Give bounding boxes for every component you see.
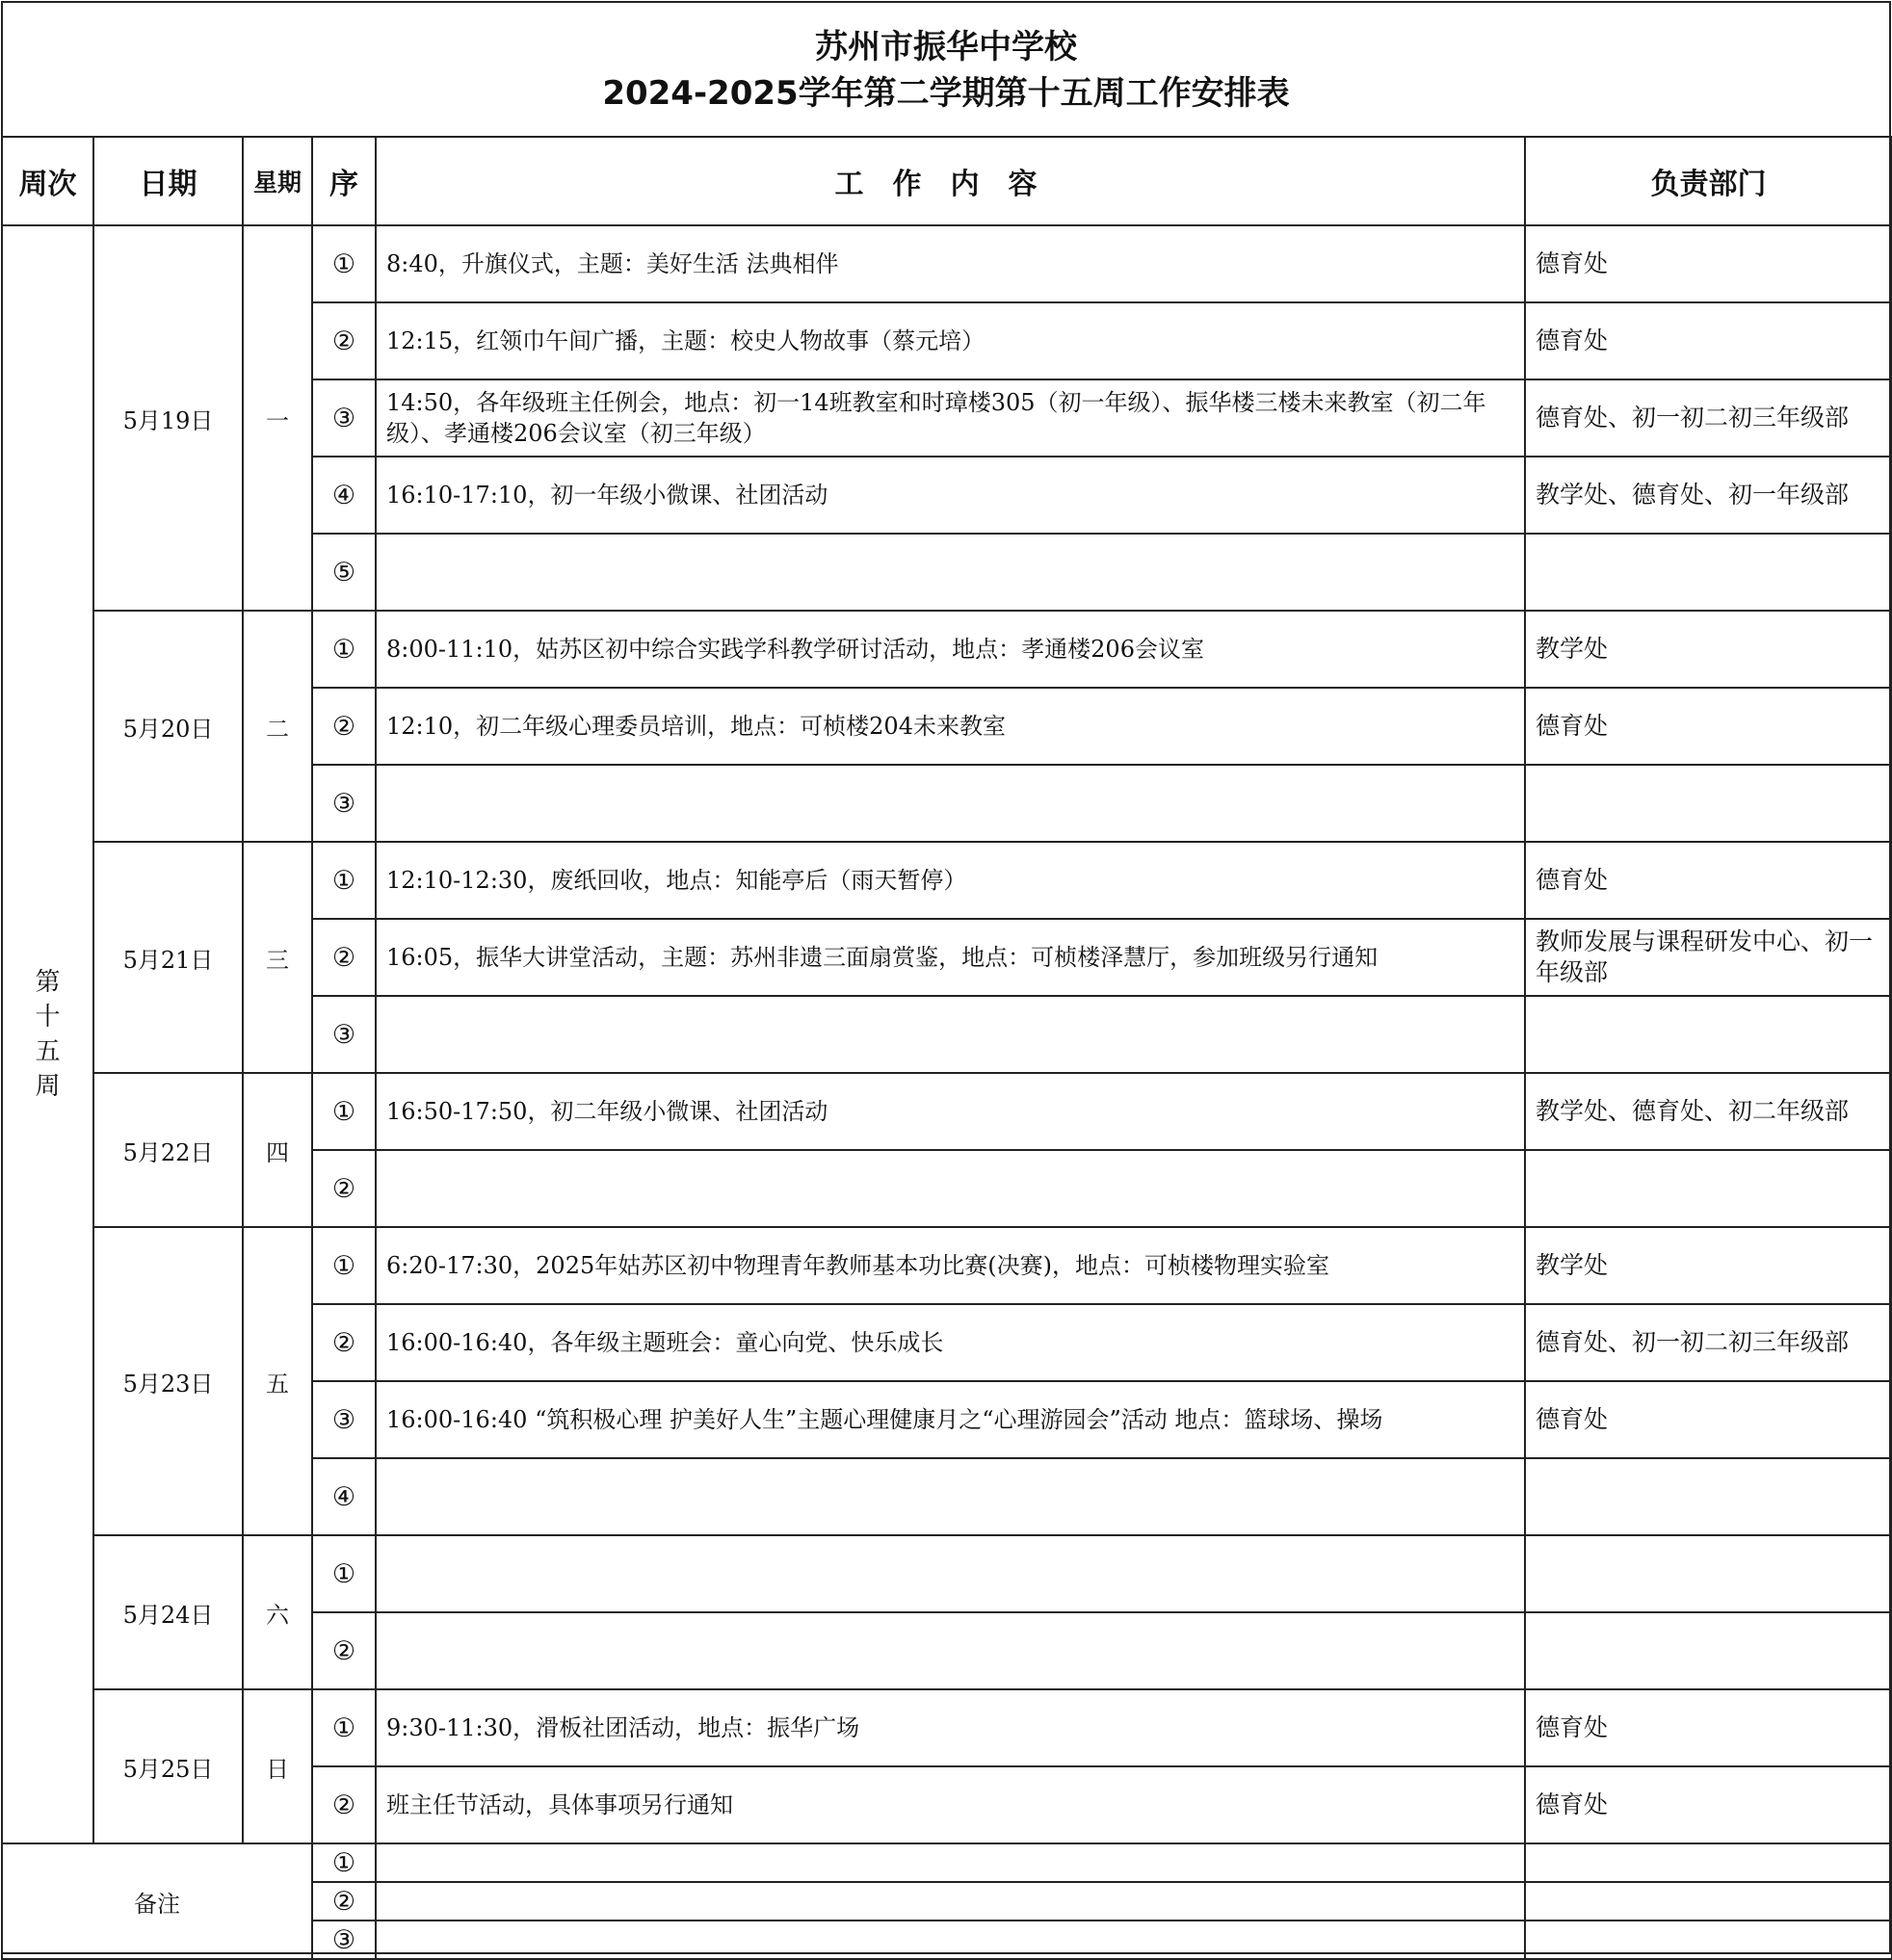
week-label: 第十五周: [35, 968, 61, 1101]
table-row: [2, 842, 1892, 919]
department-cell: 德育处: [1525, 842, 1892, 919]
table-row: [2, 225, 1892, 302]
seq-cell: ④: [312, 1458, 376, 1535]
header-week: 周次: [2, 137, 93, 225]
department-cell: [1525, 1612, 1892, 1689]
department-cell: 教学处、德育处、初一年级部: [1525, 457, 1892, 534]
content-cell: 12:10，初二年级心理委员培训，地点：可桢楼204未来教室: [376, 688, 1525, 765]
department-cell: [1525, 996, 1892, 1073]
table-row: [2, 1227, 1892, 1304]
header-department: 负责部门: [1525, 137, 1892, 225]
seq-cell: ②: [312, 919, 376, 996]
department-cell: 教学处、德育处、初二年级部: [1525, 1073, 1892, 1150]
schedule-body: [2, 225, 1892, 1959]
department-cell: 德育处、初一初二初三年级部: [1525, 1304, 1892, 1381]
weekday-cell: 三: [243, 842, 312, 1073]
seq-cell: ②: [312, 688, 376, 765]
date-cell: 5月21日: [93, 842, 243, 1073]
content-cell: 16:10-17:10，初一年级小微课、社团活动: [376, 457, 1525, 534]
department-cell: 德育处: [1525, 302, 1892, 379]
schedule-title: 2024-2025学年第二学期第十五周工作安排表: [602, 74, 1290, 113]
header-content: 工作内容: [376, 137, 1525, 225]
content-cell: 8:00-11:10，姑苏区初中综合实践学科教学研讨活动，地点：孝通楼206会议室: [376, 611, 1525, 688]
notes-content-cell: [376, 1843, 1525, 1882]
seq-cell: ②: [312, 302, 376, 379]
weekday-cell: 二: [243, 611, 312, 842]
weekday-cell: 日: [243, 1689, 312, 1843]
seq-cell: ①: [312, 1227, 376, 1304]
weekday-cell: 一: [243, 225, 312, 611]
schedule-table: [1, 136, 1892, 1960]
department-cell: 德育处: [1525, 225, 1892, 302]
department-cell: 德育处: [1525, 688, 1892, 765]
notes-department-cell: [1525, 1921, 1892, 1959]
content-cell: 16:00-16:40 “筑积极心理 护美好人生”主题心理健康月之“心理游园会”活动 地点：篮球场、操场: [376, 1381, 1525, 1458]
seq-cell: ①: [312, 1073, 376, 1150]
seq-cell: ②: [312, 1766, 376, 1843]
date-cell: 5月19日: [93, 225, 243, 611]
notes-seq-cell: ③: [312, 1921, 376, 1959]
content-cell: 9:30-11:30，滑板社团活动，地点：振华广场: [376, 1689, 1525, 1766]
department-cell: [1525, 1535, 1892, 1612]
content-cell: [376, 1150, 1525, 1227]
table-row: [2, 1073, 1892, 1150]
department-cell: 德育处: [1525, 1689, 1892, 1766]
content-cell: 12:15，红领巾午间广播，主题：校史人物故事（蔡元培）: [376, 302, 1525, 379]
seq-cell: ③: [312, 996, 376, 1073]
content-cell: [376, 534, 1525, 611]
title-block: [3, 3, 1889, 136]
seq-cell: ①: [312, 1535, 376, 1612]
content-cell: [376, 1612, 1525, 1689]
content-cell: [376, 1535, 1525, 1612]
content-cell: [376, 996, 1525, 1073]
content-cell: 16:05，振华大讲堂活动，主题：苏州非遗三面扇赏鉴，地点：可桢楼泽慧厅，参加班级另行通知: [376, 919, 1525, 996]
date-cell: 5月20日: [93, 611, 243, 842]
content-cell: 12:10-12:30，废纸回收，地点：知能亭后（雨天暂停）: [376, 842, 1525, 919]
notes-department-cell: [1525, 1843, 1892, 1882]
date-cell: 5月25日: [93, 1689, 243, 1843]
seq-cell: ③: [312, 765, 376, 842]
seq-cell: ②: [312, 1612, 376, 1689]
notes-seq-cell: ①: [312, 1843, 376, 1882]
weekday-cell: 四: [243, 1073, 312, 1227]
notes-content-cell: [376, 1921, 1525, 1959]
notes-row: [2, 1843, 1892, 1882]
seq-cell: ③: [312, 1381, 376, 1458]
department-cell: 教学处: [1525, 611, 1892, 688]
department-cell: [1525, 534, 1892, 611]
table-row: [2, 1535, 1892, 1612]
content-cell: [376, 765, 1525, 842]
header-weekday: 星期: [243, 137, 312, 225]
notes-content-cell: [376, 1882, 1525, 1921]
notes-label: 备注: [2, 1843, 312, 1959]
seq-cell: ⑤: [312, 534, 376, 611]
header-date: 日期: [93, 137, 243, 225]
department-cell: [1525, 1150, 1892, 1227]
week-cell: [2, 225, 93, 1843]
header-seq: 序: [312, 137, 376, 225]
seq-cell: ①: [312, 842, 376, 919]
seq-cell: ④: [312, 457, 376, 534]
notes-department-cell: [1525, 1882, 1892, 1921]
school-name: 苏州市振华中学校: [815, 28, 1077, 66]
seq-cell: ③: [312, 379, 376, 457]
weekday-cell: 五: [243, 1227, 312, 1535]
department-cell: [1525, 1458, 1892, 1535]
content-cell: 14:50，各年级班主任例会，地点：初一14班教室和时璋楼305（初一年级）、振华楼三楼未来教室（初二年级）、孝通楼206会议室（初三年级）: [376, 379, 1525, 457]
content-cell: [376, 1458, 1525, 1535]
content-cell: 6:20-17:30，2025年姑苏区初中物理青年教师基本功比赛(决赛)，地点：可桢楼物理实验室: [376, 1227, 1525, 1304]
department-cell: 教师发展与课程研发中心、初一年级部: [1525, 919, 1892, 996]
department-cell: 德育处: [1525, 1381, 1892, 1458]
table-row: [2, 1689, 1892, 1766]
content-cell: 班主任节活动，具体事项另行通知: [376, 1766, 1525, 1843]
seq-cell: ①: [312, 225, 376, 302]
date-cell: 5月23日: [93, 1227, 243, 1535]
seq-cell: ①: [312, 611, 376, 688]
department-cell: 教学处: [1525, 1227, 1892, 1304]
weekday-cell: 六: [243, 1535, 312, 1689]
date-cell: 5月22日: [93, 1073, 243, 1227]
seq-cell: ②: [312, 1150, 376, 1227]
content-cell: 16:50-17:50，初二年级小微课、社团活动: [376, 1073, 1525, 1150]
department-cell: [1525, 765, 1892, 842]
content-cell: 8:40，升旗仪式，主题：美好生活 法典相伴: [376, 225, 1525, 302]
schedule-sheet: [1, 1, 1891, 1954]
department-cell: 德育处: [1525, 1766, 1892, 1843]
table-row: [2, 611, 1892, 688]
date-cell: 5月24日: [93, 1535, 243, 1689]
seq-cell: ②: [312, 1304, 376, 1381]
notes-seq-cell: ②: [312, 1882, 376, 1921]
department-cell: 德育处、初一初二初三年级部: [1525, 379, 1892, 457]
seq-cell: ①: [312, 1689, 376, 1766]
content-cell: 16:00-16:40，各年级主题班会：童心向党、快乐成长: [376, 1304, 1525, 1381]
